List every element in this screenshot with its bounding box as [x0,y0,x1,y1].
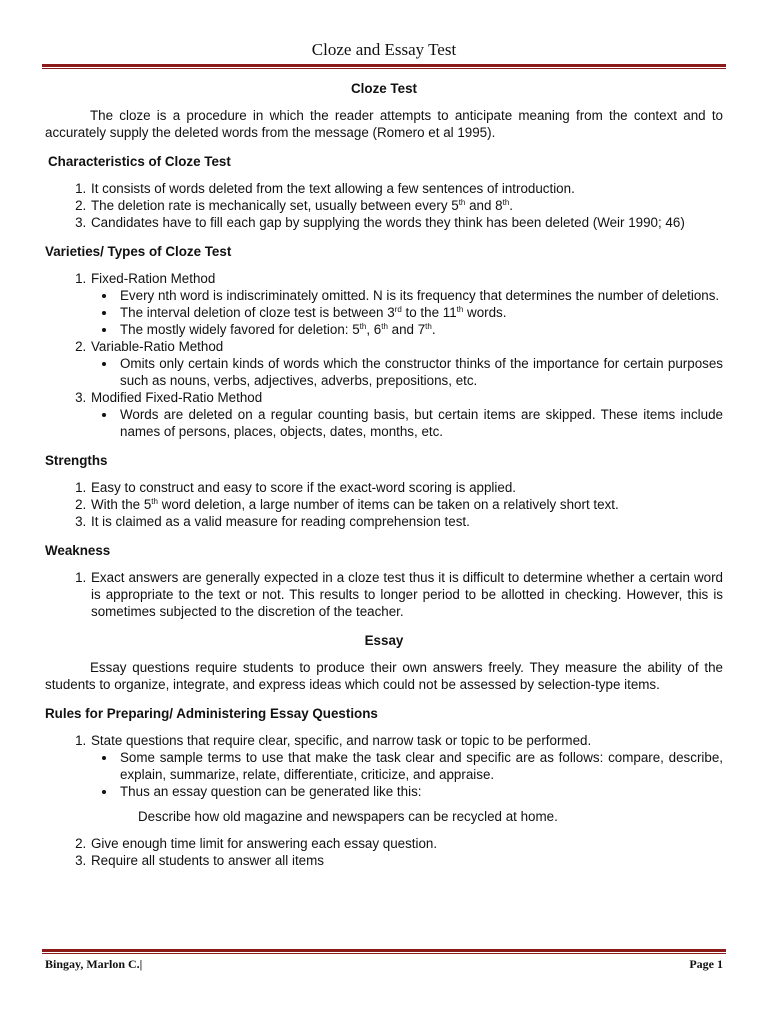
strengths-list [45,479,723,530]
varieties-heading: Varieties/ Types of Cloze Test [45,244,232,259]
list-item [90,270,723,338]
list-item: 1. It consists of words deleted from the text allowing a few sentences of introduction. [90,180,723,197]
cloze-intro: The cloze is a procedure in which the reader attempts to anticipate meaning from the context and to accurately supply the deleted words from the message (Romero et al 1995). [45,108,723,140]
characteristics-heading: Characteristics of Cloze Test [48,154,231,169]
list-item: • Some sample terms to use that make the task clear and specific are as follows: compare, describe, explain, summarize, relate, differentiate, criticize, and appraise. [117,749,723,783]
variable-ratio-label: Variable-Ratio Method [91,339,224,354]
list-item [90,389,723,440]
essay-intro: Essay questions require students to produce their own answers freely. They measure the ability of the students to organize, integrate, and express ideas which could not be assessed by selection-type items. [45,660,723,692]
modified-ratio-label: Modified Fixed-Ratio Method [91,390,263,405]
rules-list [45,732,723,869]
rules-bullets [91,749,723,800]
list-item: • Thus an essay question can be generated like this: [117,783,723,800]
essay-example-question: Describe how old magazine and newspapers can be recycled at home. [138,809,558,824]
fixed-ratio-label: Fixed-Ration Method [91,271,216,286]
fixed-ratio-bullets [91,287,723,338]
weakness-list [45,569,723,620]
list-item: 2. Give enough time limit for answering each essay question. [90,835,723,852]
weakness-heading: Weakness [45,543,111,558]
list-item: • Omits only certain kinds of words which the constructor thinks of the importance for certain purposes such as nouns, verbs, adjectives, adverbs, prepositions, etc. [117,355,723,389]
header-rule-thick [42,64,726,67]
list-item: • The mostly widely favored for deletion: 5th, 6th and 7th. [117,321,723,338]
list-item: • The interval deletion of cloze test is between 3rd to the 11th words. [117,304,723,321]
footer-rule-thin [42,953,726,954]
list-item: • Every nth word is indiscriminately omitted. N is its frequency that determines the number of deletions. [117,287,723,304]
footer-page-number: Page 1 [689,957,723,971]
modified-ratio-bullets [91,406,723,440]
list-item: 1. Easy to construct and easy to score if the exact-word scoring is applied. [90,479,723,496]
list-item: 3. It is claimed as a valid measure for reading comprehension test. [90,513,723,530]
list-item: 2. The deletion rate is mechanically set, usually between every 5th and 8th. [90,197,723,214]
list-item: 1. State questions that require clear, specific, and narrow task or topic to be performed. • Some sample terms to use that make the task clear and specific are as follows: compare, describe, explain, summarize, relate, differentiate, criticize, and appraise. • Thus an essay question can be generated like this: Describe how old magazine and newspapers can be recycled at home. [90,732,723,825]
list-item: 3. Candidates have to fill each gap by supplying the words they think has been deleted (Weir 1990; 46) [90,214,723,231]
cloze-heading: Cloze Test [351,81,417,96]
header-rule-thin [42,68,726,69]
list-item [90,338,723,389]
list-item: 1. Exact answers are generally expected in a cloze test thus it is difficult to determine whether a certain word is appropriate to the text or not. This results to longer period to be allotted in checking. However, this is sometimes subjected to the discretion of the teacher. [90,569,723,620]
list-item: 2. With the 5th word deletion, a large number of items can be taken on a relatively short text. [90,496,723,513]
page-content [45,80,723,881]
strengths-heading: Strengths [45,453,108,468]
footer-rule-thick [42,949,726,952]
variable-ratio-bullets [91,355,723,389]
essay-heading: Essay [364,633,404,648]
characteristics-list [45,180,723,231]
footer-author: Bingay, Marlon C.| [45,957,143,971]
page-header-title: Cloze and Essay Test [311,40,457,59]
list-item: 3. Require all students to answer all items [90,852,723,869]
varieties-list [45,270,723,440]
rules-heading: Rules for Preparing/ Administering Essay Questions [45,706,378,721]
list-item: • Words are deleted on a regular counting basis, but certain items are skipped. These items include names of persons, places, objects, dates, months, etc. [117,406,723,440]
